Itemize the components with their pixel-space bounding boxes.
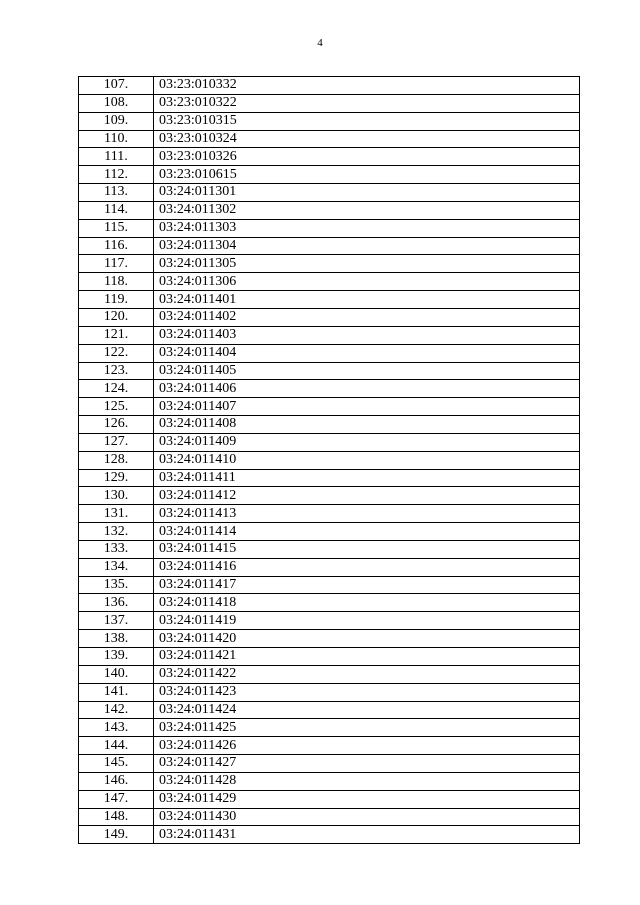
table-row: [79, 826, 580, 844]
row-number-cell: 116.: [79, 237, 154, 255]
table-row: [79, 184, 580, 202]
table-row: [79, 648, 580, 666]
cadastral-code-cell: 03:24:011304: [154, 237, 580, 255]
table-row: [79, 612, 580, 630]
table-row: [79, 255, 580, 273]
row-number-cell: 148.: [79, 808, 154, 826]
cadastral-code-cell: 03:24:011428: [154, 772, 580, 790]
row-number-cell: 114.: [79, 201, 154, 219]
cadastral-code-cell: 03:24:011303: [154, 219, 580, 237]
cadastral-code-cell: 03:24:011403: [154, 326, 580, 344]
row-number-cell: 142.: [79, 701, 154, 719]
cadastral-code-cell: 03:24:011425: [154, 719, 580, 737]
row-number-cell: 134.: [79, 558, 154, 576]
cadastral-code-cell: 03:24:011430: [154, 808, 580, 826]
cadastral-code-cell: 03:24:011422: [154, 665, 580, 683]
row-number-cell: 149.: [79, 826, 154, 844]
table-row: [79, 469, 580, 487]
table-row: [79, 219, 580, 237]
row-number-cell: 132.: [79, 523, 154, 541]
table-row: [79, 112, 580, 130]
cadastral-code-cell: 03:24:011413: [154, 505, 580, 523]
table-row: [79, 665, 580, 683]
row-number-cell: 118.: [79, 273, 154, 291]
cadastral-code-cell: 03:24:011429: [154, 790, 580, 808]
row-number-cell: 117.: [79, 255, 154, 273]
cadastral-code-cell: 03:24:011301: [154, 184, 580, 202]
page-number: 4: [317, 37, 323, 49]
cadastral-code-cell: 03:24:011404: [154, 344, 580, 362]
cadastral-code-cell: 03:24:011411: [154, 469, 580, 487]
table-row: [79, 94, 580, 112]
row-number-cell: 124.: [79, 380, 154, 398]
table-row: [79, 344, 580, 362]
table-row: [79, 326, 580, 344]
cadastral-code-cell: 03:23:010324: [154, 130, 580, 148]
cadastral-code-cell: 03:24:011426: [154, 737, 580, 755]
row-number-cell: 108.: [79, 94, 154, 112]
codes-table: [78, 76, 580, 844]
row-number-cell: 128.: [79, 451, 154, 469]
cadastral-code-cell: 03:24:011424: [154, 701, 580, 719]
table-row: [79, 683, 580, 701]
row-number-cell: 144.: [79, 737, 154, 755]
row-number-cell: 146.: [79, 772, 154, 790]
row-number-cell: 126.: [79, 416, 154, 434]
row-number-cell: 115.: [79, 219, 154, 237]
row-number-cell: 123.: [79, 362, 154, 380]
row-number-cell: 113.: [79, 184, 154, 202]
row-number-cell: 141.: [79, 683, 154, 701]
table-row: [79, 416, 580, 434]
cadastral-code-cell: 03:24:011408: [154, 416, 580, 434]
row-number-cell: 127.: [79, 433, 154, 451]
cadastral-code-cell: 03:24:011427: [154, 755, 580, 773]
row-number-cell: 131.: [79, 505, 154, 523]
cadastral-code-cell: 03:24:011305: [154, 255, 580, 273]
cadastral-code-cell: 03:24:011417: [154, 576, 580, 594]
row-number-cell: 140.: [79, 665, 154, 683]
table-row: [79, 380, 580, 398]
table-row: [79, 505, 580, 523]
row-number-cell: 121.: [79, 326, 154, 344]
row-number-cell: 135.: [79, 576, 154, 594]
table-row: [79, 166, 580, 184]
cadastral-code-cell: 03:23:010322: [154, 94, 580, 112]
cadastral-code-cell: 03:24:011420: [154, 630, 580, 648]
table-row: [79, 273, 580, 291]
row-number-cell: 145.: [79, 755, 154, 773]
table-row: [79, 719, 580, 737]
cadastral-code-cell: 03:23:010332: [154, 77, 580, 95]
row-number-cell: 119.: [79, 291, 154, 309]
row-number-cell: 107.: [79, 77, 154, 95]
table-row: [79, 576, 580, 594]
cadastral-code-cell: 03:24:011423: [154, 683, 580, 701]
row-number-cell: 143.: [79, 719, 154, 737]
table-row: [79, 451, 580, 469]
cadastral-code-cell: 03:23:010615: [154, 166, 580, 184]
row-number-cell: 133.: [79, 540, 154, 558]
cadastral-code-cell: 03:23:010326: [154, 148, 580, 166]
cadastral-code-cell: 03:24:011414: [154, 523, 580, 541]
cadastral-code-cell: 03:24:011302: [154, 201, 580, 219]
cadastral-code-cell: 03:24:011431: [154, 826, 580, 844]
cadastral-code-cell: 03:24:011409: [154, 433, 580, 451]
row-number-cell: 125.: [79, 398, 154, 416]
cadastral-code-cell: 03:24:011418: [154, 594, 580, 612]
row-number-cell: 109.: [79, 112, 154, 130]
cadastral-code-cell: 03:24:011405: [154, 362, 580, 380]
table-row: [79, 808, 580, 826]
row-number-cell: 110.: [79, 130, 154, 148]
table-row: [79, 130, 580, 148]
table-row: [79, 398, 580, 416]
table-row: [79, 523, 580, 541]
table-row: [79, 77, 580, 95]
table-row: [79, 630, 580, 648]
cadastral-code-cell: 03:24:011416: [154, 558, 580, 576]
row-number-cell: 147.: [79, 790, 154, 808]
codes-table-body: [79, 77, 580, 844]
table-row: [79, 362, 580, 380]
cadastral-code-cell: 03:24:011419: [154, 612, 580, 630]
row-number-cell: 129.: [79, 469, 154, 487]
table-row: [79, 433, 580, 451]
row-number-cell: 130.: [79, 487, 154, 505]
table-row: [79, 558, 580, 576]
table-row: [79, 540, 580, 558]
cadastral-code-cell: 03:24:011412: [154, 487, 580, 505]
row-number-cell: 136.: [79, 594, 154, 612]
table-row: [79, 755, 580, 773]
cadastral-code-cell: 03:24:011415: [154, 540, 580, 558]
cadastral-code-cell: 03:23:010315: [154, 112, 580, 130]
table-row: [79, 237, 580, 255]
row-number-cell: 122.: [79, 344, 154, 362]
row-number-cell: 138.: [79, 630, 154, 648]
row-number-cell: 120.: [79, 308, 154, 326]
table-row: [79, 487, 580, 505]
table-row: [79, 201, 580, 219]
row-number-cell: 112.: [79, 166, 154, 184]
cadastral-code-cell: 03:24:011402: [154, 308, 580, 326]
cadastral-code-cell: 03:24:011401: [154, 291, 580, 309]
table-row: [79, 594, 580, 612]
table-row: [79, 790, 580, 808]
cadastral-code-cell: 03:24:011407: [154, 398, 580, 416]
table-row: [79, 701, 580, 719]
row-number-cell: 137.: [79, 612, 154, 630]
cadastral-code-cell: 03:24:011421: [154, 648, 580, 666]
table-row: [79, 737, 580, 755]
table-row: [79, 291, 580, 309]
table-row: [79, 148, 580, 166]
row-number-cell: 111.: [79, 148, 154, 166]
row-number-cell: 139.: [79, 648, 154, 666]
table-row: [79, 308, 580, 326]
cadastral-code-cell: 03:24:011406: [154, 380, 580, 398]
cadastral-code-cell: 03:24:011410: [154, 451, 580, 469]
table-row: [79, 772, 580, 790]
cadastral-code-cell: 03:24:011306: [154, 273, 580, 291]
